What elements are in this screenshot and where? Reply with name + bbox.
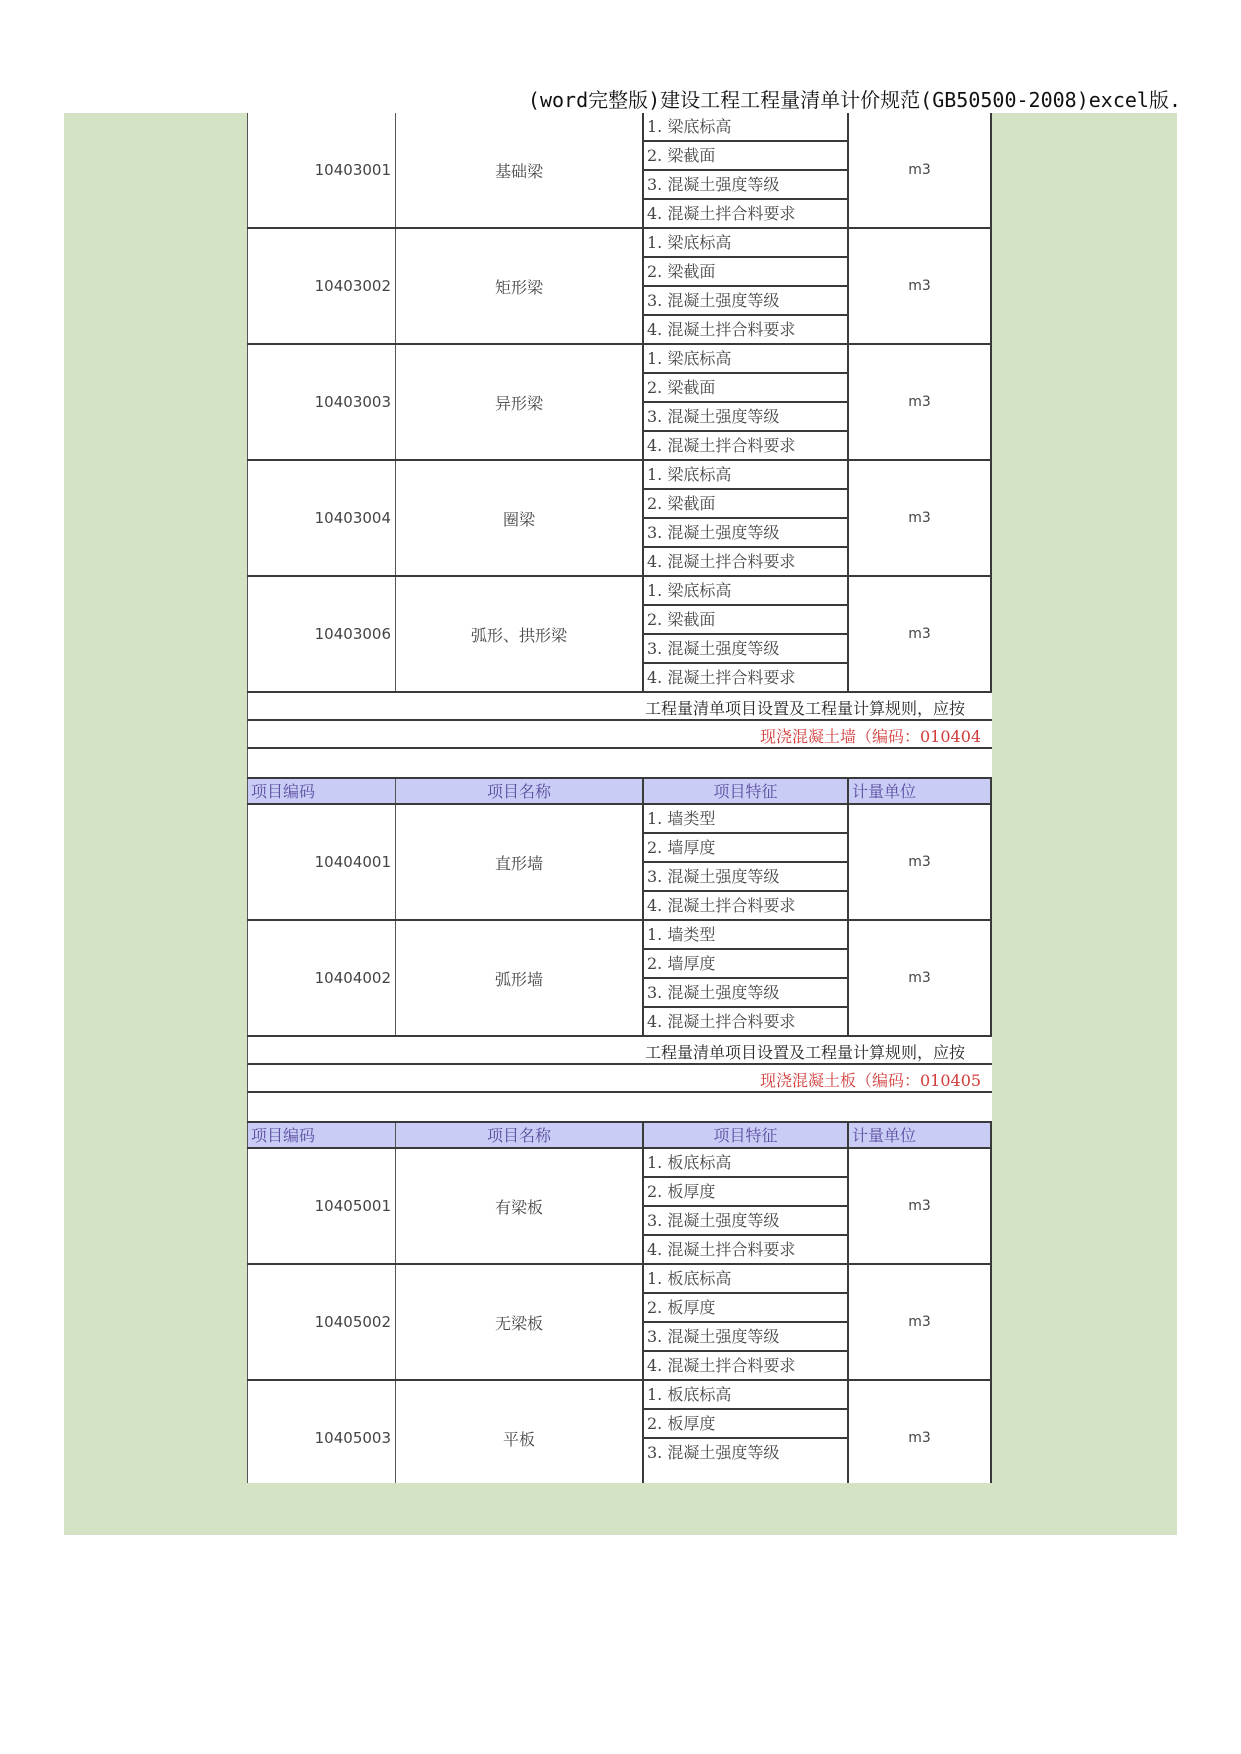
note-row (247, 1037, 992, 1065)
document-title: (word完整版)建设工程工程量清单计价规范(GB50500-2008)excel版. (527, 88, 1181, 112)
feature-line: 1. 墙类型 (644, 921, 847, 950)
feature-line: 2. 梁截面 (644, 142, 847, 171)
feature-line: 1. 板底标高 (644, 1381, 847, 1410)
item-features (644, 1265, 849, 1379)
feature-line: 3. 混凝土强度等级 (644, 403, 847, 432)
header-unit: 计量单位 (849, 779, 992, 803)
item-code: 10403002 (247, 229, 396, 343)
item-unit: m3 (849, 805, 992, 919)
header-feature: 项目特征 (644, 1123, 849, 1147)
item-code: 10404001 (247, 805, 396, 919)
table-row (247, 113, 992, 229)
feature-line: 1. 墙类型 (644, 805, 847, 834)
header-name: 项目名称 (396, 779, 644, 803)
item-code: 10404002 (247, 921, 396, 1035)
item-name: 基础梁 (396, 113, 644, 227)
blank-row (247, 749, 992, 777)
item-unit: m3 (849, 345, 992, 459)
feature-line: 1. 板底标高 (644, 1265, 847, 1294)
header-name: 项目名称 (396, 1123, 644, 1147)
item-unit: m3 (849, 1149, 992, 1263)
table-row (247, 1381, 992, 1483)
item-features (644, 461, 849, 575)
table-row (247, 921, 992, 1037)
quantity-table (247, 113, 992, 1483)
item-features (644, 1381, 849, 1483)
feature-line: 4. 混凝土拌合料要求 (647, 668, 796, 687)
item-unit: m3 (849, 113, 992, 227)
feature-line: 3. 混凝土强度等级 (644, 635, 847, 664)
feature-line: 2. 梁截面 (644, 490, 847, 519)
table-row (247, 229, 992, 345)
table-row (247, 1149, 992, 1265)
feature-line: 1. 梁底标高 (644, 461, 847, 490)
item-name: 有梁板 (396, 1149, 644, 1263)
item-name: 无梁板 (396, 1265, 644, 1379)
feature-line: 3. 混凝土强度等级 (644, 979, 847, 1008)
item-name: 矩形梁 (396, 229, 644, 343)
feature-line: 3. 混凝土强度等级 (644, 287, 847, 316)
item-unit: m3 (849, 921, 992, 1035)
item-unit: m3 (849, 1381, 992, 1483)
item-code: 10405003 (247, 1381, 396, 1483)
header-unit: 计量单位 (849, 1123, 992, 1147)
header-code: 项目编码 (247, 1123, 396, 1147)
header-code: 项目编码 (247, 779, 396, 803)
feature-line: 4. 混凝土拌合料要求 (647, 204, 796, 223)
item-features (644, 577, 849, 691)
blank-row (247, 1093, 992, 1121)
slab-section-title: 现浇混凝土板（编码：010405 (760, 1071, 982, 1090)
feature-line: 4. 混凝土拌合料要求 (647, 1012, 796, 1031)
item-name: 直形墙 (396, 805, 644, 919)
feature-line: 2. 墙厚度 (644, 950, 847, 979)
table-row (247, 805, 992, 921)
feature-line: 1. 梁底标高 (644, 229, 847, 258)
feature-line: 2. 梁截面 (644, 258, 847, 287)
feature-line: 4. 混凝土拌合料要求 (647, 552, 796, 571)
feature-line: 3. 混凝土强度等级 (647, 1443, 780, 1462)
item-name: 弧形墙 (396, 921, 644, 1035)
table-row (247, 461, 992, 577)
item-name: 平板 (396, 1381, 644, 1483)
feature-line: 2. 板厚度 (644, 1410, 847, 1439)
item-code: 10403004 (247, 461, 396, 575)
item-unit: m3 (849, 577, 992, 691)
note-text: 工程量清单项目设置及工程量计算规则，应按 (645, 1043, 966, 1062)
table-row (247, 345, 992, 461)
feature-line: 3. 混凝土强度等级 (644, 171, 847, 200)
feature-line: 4. 混凝土拌合料要求 (647, 320, 796, 339)
feature-line: 1. 梁底标高 (644, 113, 847, 142)
item-name: 弧形、拱形梁 (396, 577, 644, 691)
item-code: 10405001 (247, 1149, 396, 1263)
item-code: 10403003 (247, 345, 396, 459)
feature-line: 3. 混凝土强度等级 (644, 1323, 847, 1352)
item-features (644, 229, 849, 343)
table-header-row (247, 1121, 992, 1149)
item-features (644, 113, 849, 227)
feature-line: 4. 混凝土拌合料要求 (647, 896, 796, 915)
feature-line: 3. 混凝土强度等级 (644, 863, 847, 892)
feature-line: 1. 板底标高 (644, 1149, 847, 1178)
feature-line: 2. 板厚度 (644, 1178, 847, 1207)
feature-line: 3. 混凝土强度等级 (644, 1207, 847, 1236)
table-row (247, 1265, 992, 1381)
item-unit: m3 (849, 461, 992, 575)
item-features (644, 1149, 849, 1263)
section-title-row (247, 721, 992, 749)
note-row (247, 693, 992, 721)
item-unit: m3 (849, 229, 992, 343)
item-code: 10403001 (247, 113, 396, 227)
feature-line: 2. 梁截面 (644, 374, 847, 403)
item-name: 圈梁 (396, 461, 644, 575)
feature-line: 4. 混凝土拌合料要求 (647, 1356, 796, 1375)
item-unit: m3 (849, 1265, 992, 1379)
section-title-row (247, 1065, 992, 1093)
table-row (247, 577, 992, 693)
header-feature: 项目特征 (644, 779, 849, 803)
item-features (644, 805, 849, 919)
feature-line: 3. 混凝土强度等级 (644, 519, 847, 548)
feature-line: 1. 梁底标高 (644, 345, 847, 374)
note-text: 工程量清单项目设置及工程量计算规则，应按 (645, 699, 966, 718)
feature-line: 2. 板厚度 (644, 1294, 847, 1323)
table-header-row (247, 777, 992, 805)
item-code: 10403006 (247, 577, 396, 691)
feature-line: 1. 梁底标高 (644, 577, 847, 606)
wall-section-title: 现浇混凝土墙（编码：010404 (760, 727, 982, 746)
feature-line: 4. 混凝土拌合料要求 (647, 436, 796, 455)
item-features (644, 921, 849, 1035)
feature-line: 2. 梁截面 (644, 606, 847, 635)
item-code: 10405002 (247, 1265, 396, 1379)
item-features (644, 345, 849, 459)
feature-line: 4. 混凝土拌合料要求 (647, 1240, 796, 1259)
item-name: 异形梁 (396, 345, 644, 459)
feature-line: 2. 墙厚度 (644, 834, 847, 863)
